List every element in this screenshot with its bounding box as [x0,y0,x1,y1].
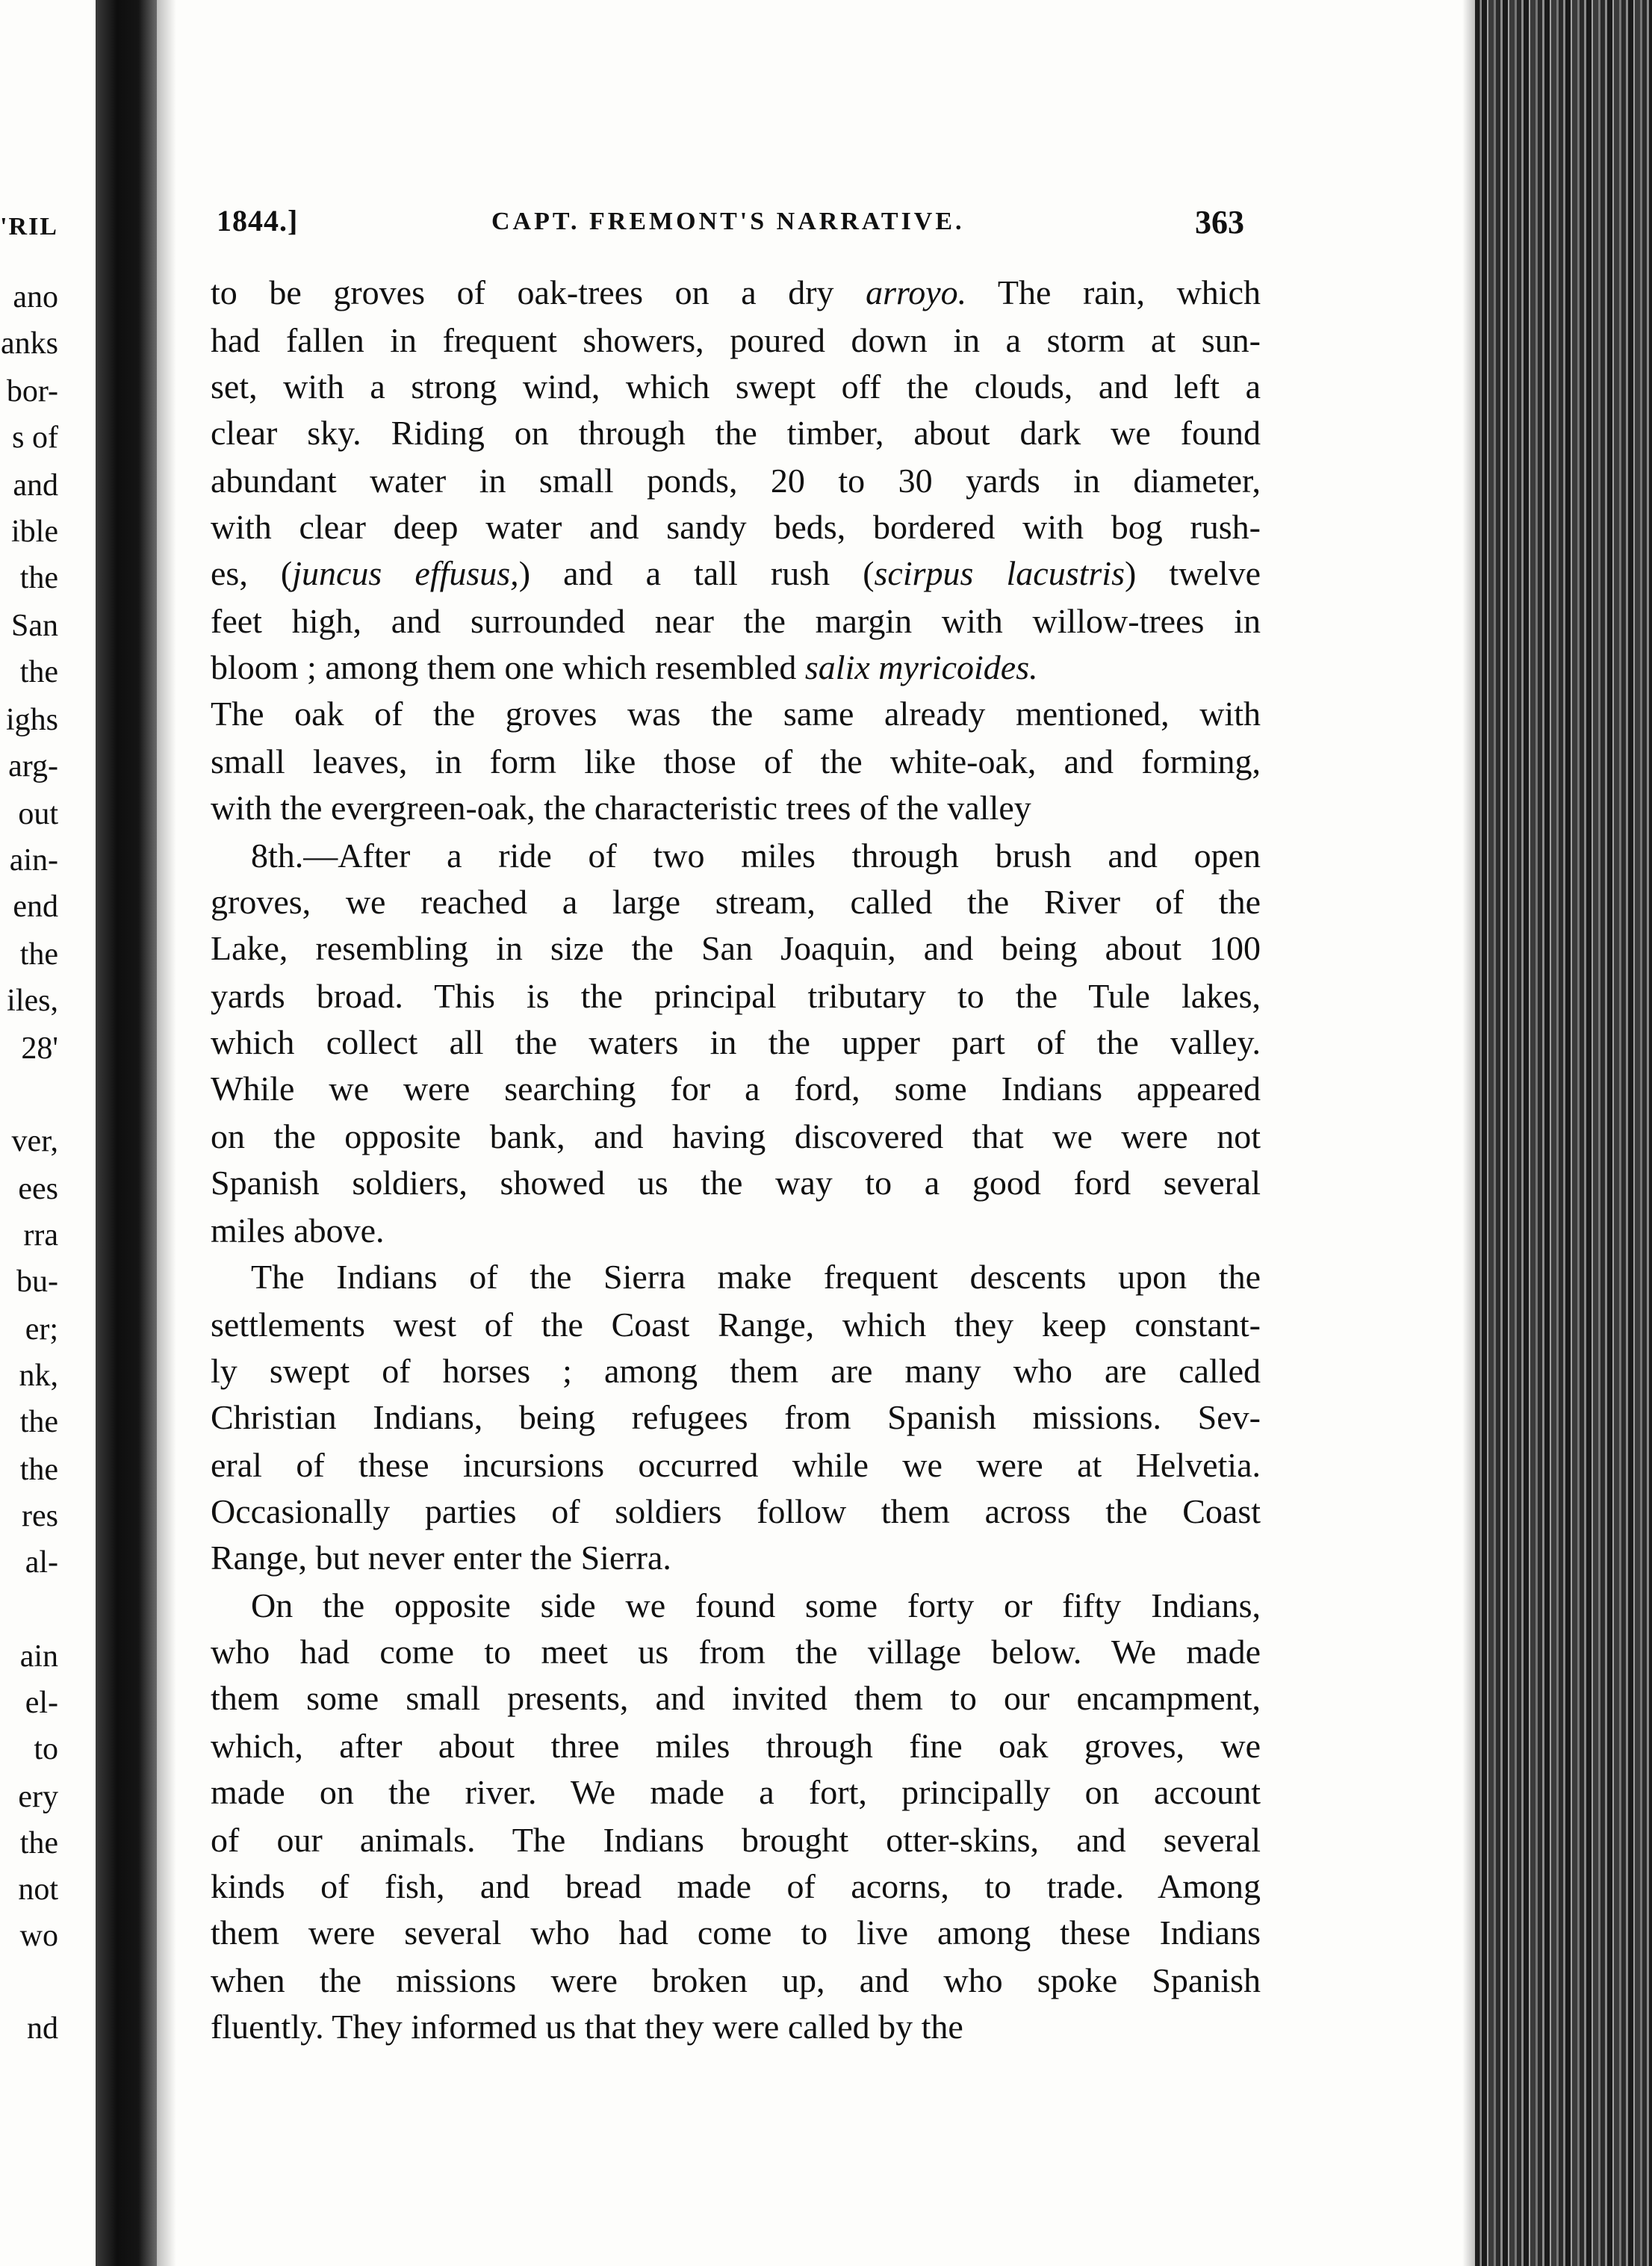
text-run: groves, we reached a large stream, called the River of the [211,883,1261,921]
text-line [211,366,1261,408]
text-line [211,272,1261,314]
text-run: set, with a strong wind, which swept off the clouds, and left a [211,367,1261,406]
text-line [251,1256,1261,1298]
text-line [211,506,1261,548]
text-run: with clear deep water and sandy beds, bordered with bog rush- [211,508,1261,546]
left-page-fragment: the [19,1406,58,1438]
text-line [211,1912,1261,1954]
text-line [211,1819,1261,1861]
text-run: es, ( [211,554,293,592]
text-run: On the opposite side we found some forty or fifty Indians, [251,1586,1261,1624]
text-run: when the missions were broken up, and who spoke Spanish [211,1961,1261,1999]
gutter-shadow [157,0,176,2266]
left-page-fragment: the [19,938,58,971]
left-page-header-fragment: 'RIL [0,213,58,240]
left-page-fragment: el- [25,1686,58,1719]
left-page-fragment: ighs [5,704,58,736]
text-run: ly swept of horses ; among them are many who are called [211,1352,1261,1390]
italic-text: arroyo. [866,273,967,311]
text-run: While we were searching for a ford, some Indians appeared [211,1070,1261,1108]
text-line [211,787,1261,829]
left-page-fragment: the [19,1453,58,1486]
text-line [211,1162,1261,1204]
left-page-fragment: the [19,656,58,689]
text-line [211,928,1261,969]
text-line [211,460,1261,502]
left-page-fragment: end [13,890,58,923]
left-page-fragment: s of [12,421,58,454]
text-line [211,1022,1261,1064]
text-run: eral of these incursions occurred while we were at Helvetia. [211,1446,1261,1484]
text-line [211,1725,1261,1767]
book-gutter [96,0,157,2266]
left-page-fragment: res [22,1500,58,1533]
left-page-fragment: er; [25,1313,58,1346]
page-number: 363 [1195,204,1244,240]
left-page-fragment: the [19,1827,58,1860]
text-run: miles above. [211,1211,385,1250]
text-run: to be groves of oak-trees on a dry [211,273,866,311]
text-run: bloom ; among them one which resembled [211,648,805,686]
left-page-fragment: iles, [7,984,58,1017]
text-line [211,1116,1261,1158]
left-page-fragment: bor- [6,375,58,408]
text-line [211,1677,1261,1719]
text-run: Christian Indians, being refugees from Spanish missions. Sev- [211,1398,1261,1436]
text-run: kinds of fish, and bread made of acorns, to trade. Among [211,1867,1261,1905]
left-page-fragment: al- [25,1546,58,1579]
left-page-fragment: bu- [16,1265,58,1298]
text-line [211,1210,1261,1252]
page-edge-stack [1475,0,1652,2266]
text-line [211,1866,1261,1908]
text-line [211,881,1261,923]
left-page-fragment: out [18,798,58,831]
text-line [211,1068,1261,1110]
text-run: The oak of the groves was the same already mentioned, with [211,695,1261,733]
edge-shadow [1462,0,1480,2266]
text-run: made on the river. We made a fort, principally on account [211,1773,1261,1811]
left-page-fragment: ano [13,281,58,314]
left-page-fragment: ery [18,1781,58,1813]
left-page-fragment: ain [19,1640,58,1673]
text-run: them were several who had come to live among these Indians [211,1913,1261,1952]
text-run: clear sky. Riding on through the timber, about dark we found [211,414,1261,452]
text-run: Lake, resembling in size the San Joaquin, and being about 100 [211,929,1261,967]
running-header-year: 1844.] [217,204,299,238]
italic-text: salix myricoides. [804,648,1038,686]
text-run: them some small presents, and invited them to our encampment, [211,1679,1261,1717]
text-run: which, after about three miles through fine oak groves, we [211,1727,1261,1765]
italic-text: scirpus lacustris [874,554,1125,592]
left-page-fragment: nd [27,2012,58,2045]
left-page-fragment: to [34,1733,58,1766]
text-run: which collect all the waters in the upper part of the valley. [211,1023,1261,1061]
text-run: fluently. They informed us that they were called by the [211,2008,963,2046]
text-run: Spanish soldiers, showed us the way to a good ford several [211,1164,1261,1202]
text-run: yards broad. This is the principal tributary to the Tule lakes, [211,977,1261,1015]
text-run: ) and a tall rush ( [518,554,875,592]
left-page-fragment: ver, [11,1125,58,1158]
italic-text: juncus effusus, [292,554,519,592]
left-page-fragment: ees [18,1173,58,1205]
text-line [211,1444,1261,1486]
text-run: of our animals. The Indians brought otter-skins, and several [211,1821,1261,1859]
text-line [211,600,1261,642]
text-line [251,1585,1261,1627]
text-line [211,553,1261,595]
text-line [211,975,1261,1017]
text-line [211,693,1261,735]
left-page-fragment: not [18,1873,58,1906]
left-page-fragment: wo [19,1919,58,1952]
text-run: who had come to meet us from the village below. We made [211,1633,1261,1671]
text-line [251,835,1261,877]
text-run: Range, but never enter the Sierra. [211,1539,671,1577]
text-line [211,1537,1261,1579]
text-line [211,2006,1261,2048]
left-page-fragment: ible [11,515,58,548]
text-run: feet high, and surrounded near the margin with willow-trees in [211,602,1261,640]
text-line [211,1397,1261,1438]
left-page-fragment: San [11,609,58,642]
left-page-fragment: 28' [21,1032,58,1065]
text-run: ) twelve [1124,554,1261,592]
left-page-fragment: arg- [8,750,58,783]
running-header-title: CAPT. FREMONT'S NARRATIVE. [491,208,965,235]
text-line [211,1960,1261,2002]
text-run: had fallen in frequent showers, poured down in a storm at sun- [211,321,1261,359]
left-page-fragment: the [19,562,58,595]
text-run: with the evergreen-oak, the characteristic trees of the valley [211,789,1031,827]
text-line [211,1772,1261,1813]
text-line [211,741,1261,783]
text-run: Occasionally parties of soldiers follow them across the Coast [211,1492,1261,1530]
left-page-fragment: ain- [9,844,58,877]
text-run: abundant water in small ponds, 20 to 30 yards in diameter, [211,462,1261,500]
text-run: small leaves, in form like those of the white-oak, and forming, [211,742,1261,780]
text-run: The rain, which [966,273,1261,311]
left-page-fragment: anks [1,327,58,360]
left-page-fragment: and [13,469,58,502]
text-line [211,1304,1261,1346]
text-line [211,1491,1261,1533]
text-line [211,320,1261,361]
text-run: on the opposite bank, and having discovered that we were not [211,1117,1261,1155]
text-run: The Indians of the Sierra make frequent descents upon the [251,1258,1261,1296]
left-page-fragment: nk, [19,1359,58,1392]
text-run: 8th.—After a ride of two miles through brush and open [251,836,1261,875]
text-line [211,647,1261,689]
text-line [211,1631,1261,1673]
text-line [211,412,1261,454]
text-line [211,1350,1261,1392]
left-page-fragment: rra [23,1219,58,1252]
text-run: settlements west of the Coast Range, which they keep constant- [211,1306,1261,1344]
